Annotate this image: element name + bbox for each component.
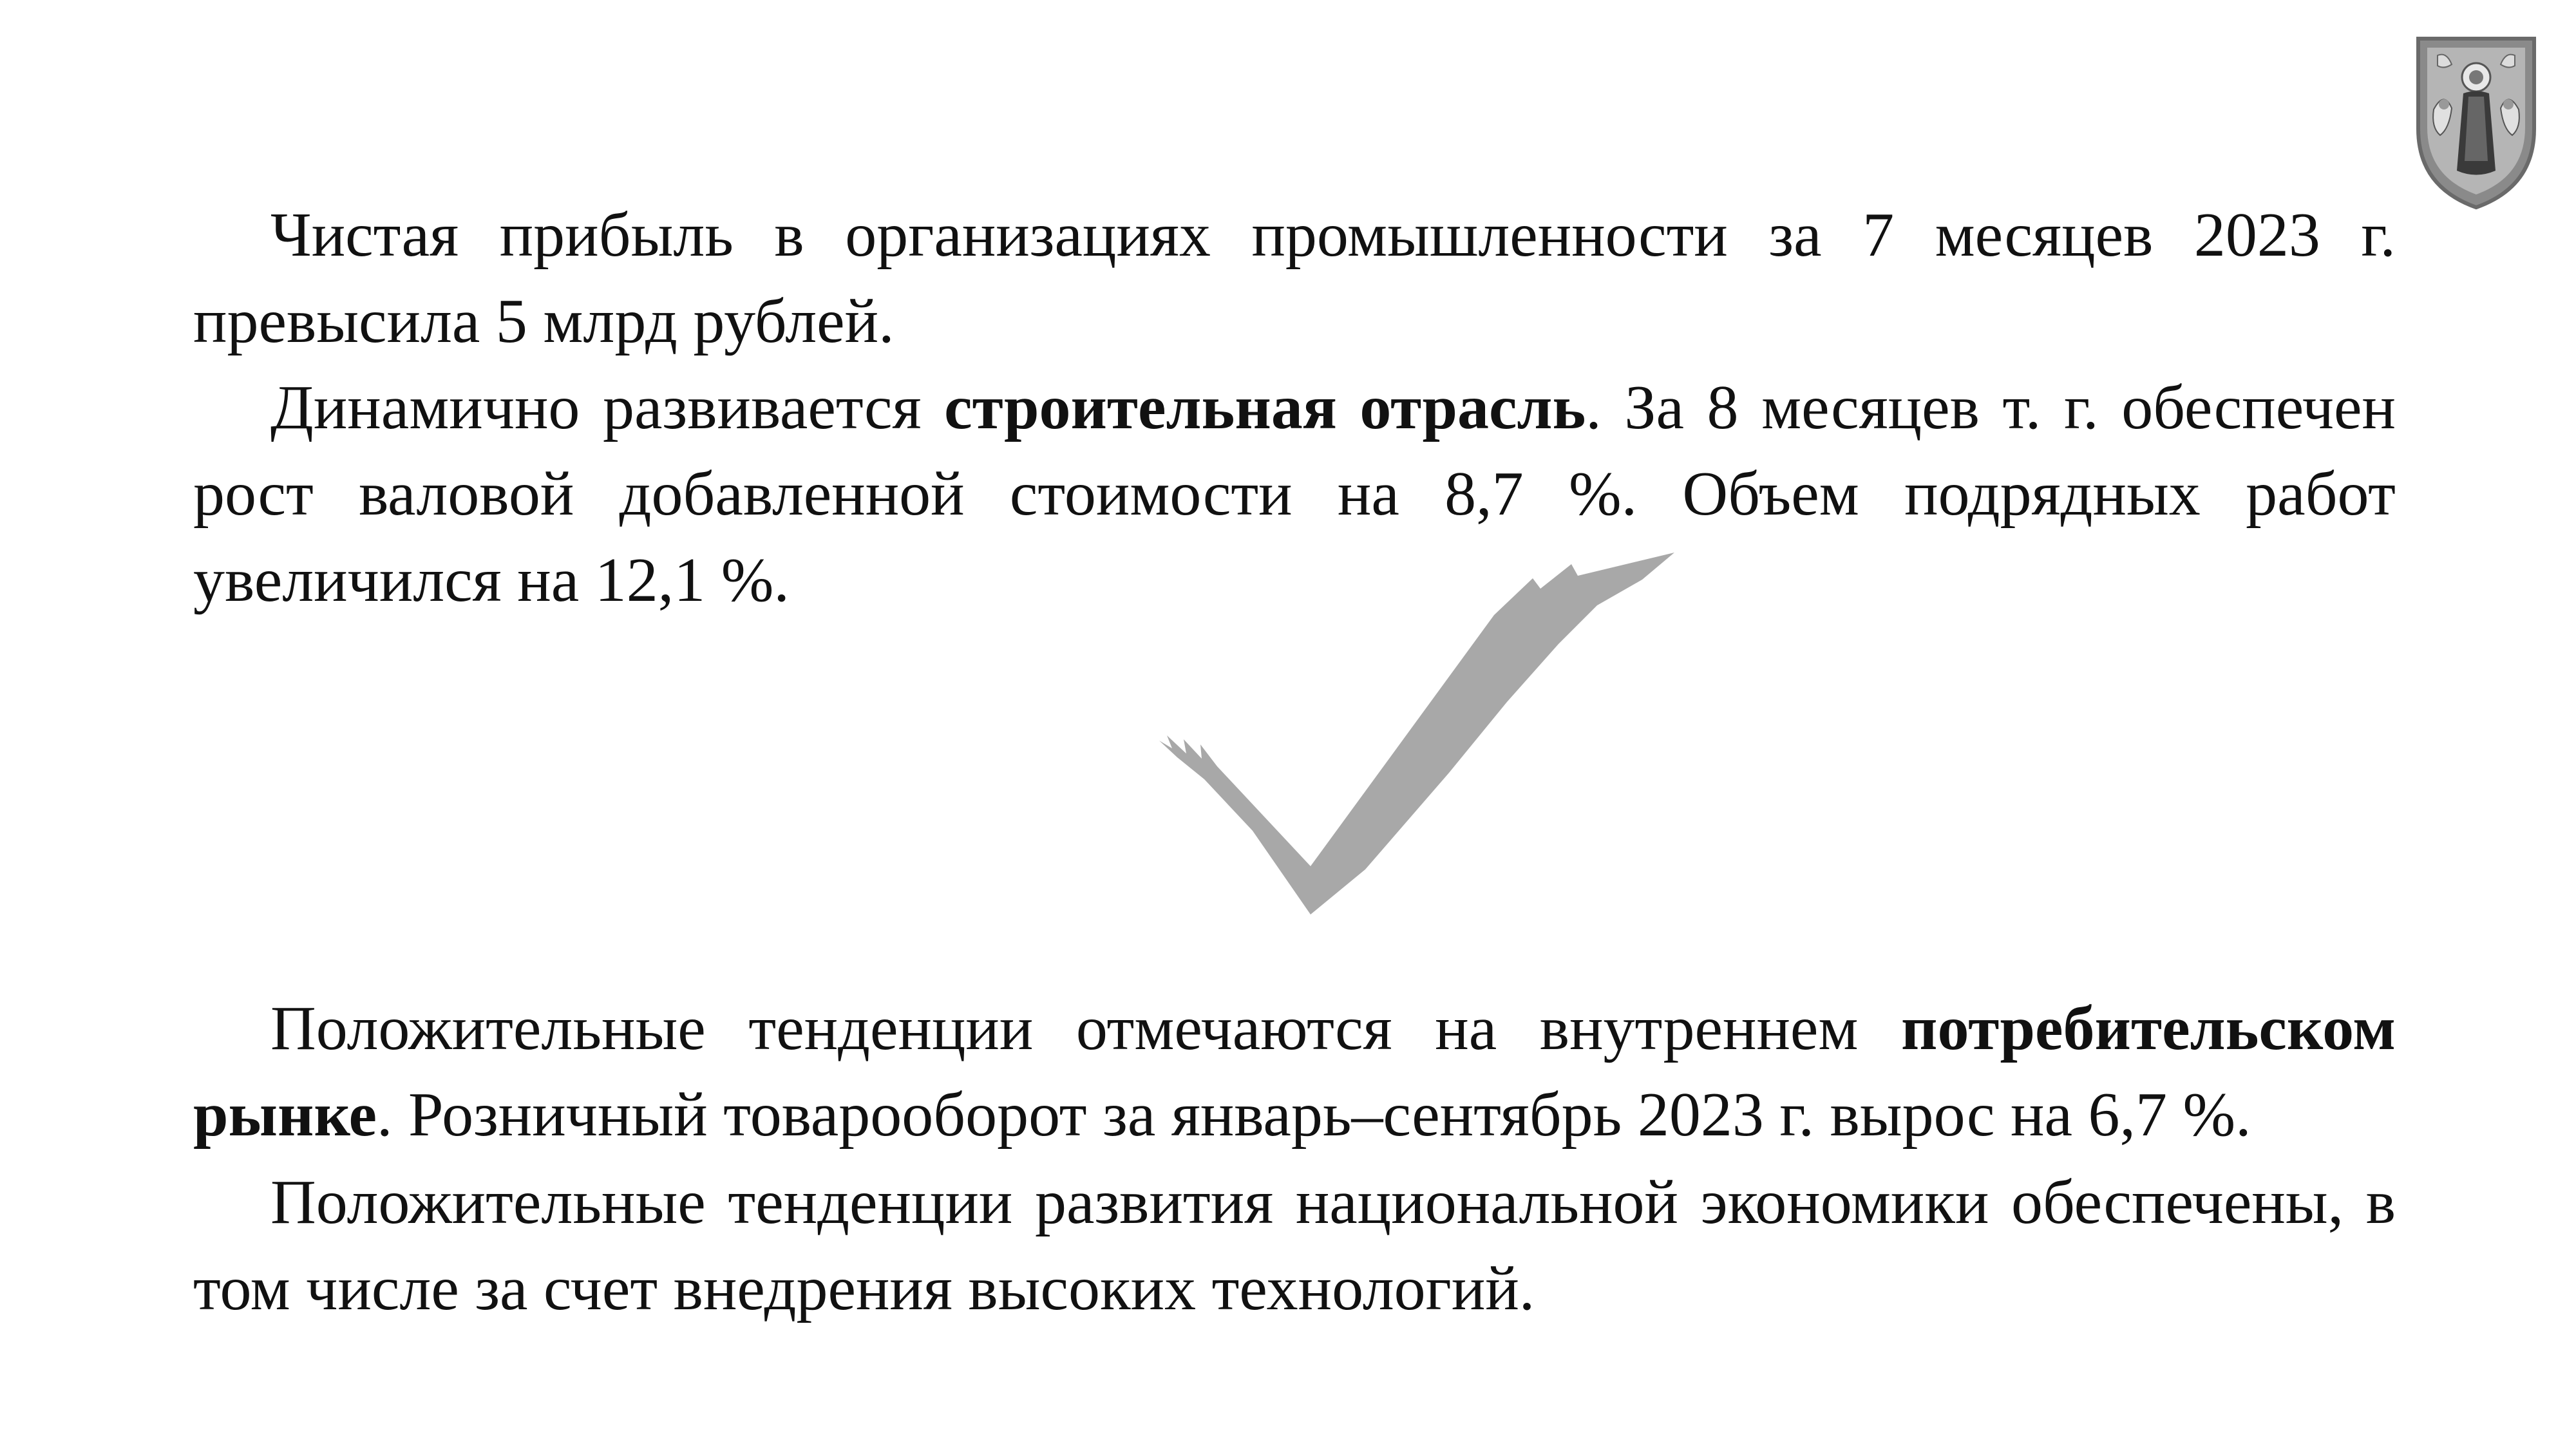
paragraph-consumer-market [193, 985, 2396, 1158]
coat-of-arms-icon [2412, 32, 2541, 213]
highlight-construction-industry: строительная отрасль [944, 373, 1586, 442]
paragraph-text-before: Положительные тенденции отмечаются на внутреннем [270, 994, 1902, 1063]
highlight-consumer-market: потребительском рынке [193, 994, 2396, 1150]
paragraph-net-profit [193, 192, 2396, 365]
paragraph-text: Чистая прибыль в организациях промышленности за 7 месяцев 2023 г. превысила 5 млрд рублей. [193, 200, 2396, 356]
paragraph-text: Положительные тенденции развития национальной экономики обеспечены, в том числе за счет внедрения высоких технологий. [193, 1168, 2396, 1323]
paragraph-text-before: Динамично развивается [270, 373, 945, 442]
checkmark-icon [1146, 547, 1694, 934]
paragraph-text-after: . Розничный товарооборот за январь–сентябрь 2023 г. вырос на 6,7 %. [377, 1080, 2251, 1150]
paragraph-text-after: . За 8 месяцев т. г. обеспечен рост валовой добавленной стоимости на 8,7 %. Объем подрядных работ увеличился на 12,1 %. [193, 373, 2396, 615]
paragraph-high-technology [193, 1159, 2396, 1332]
